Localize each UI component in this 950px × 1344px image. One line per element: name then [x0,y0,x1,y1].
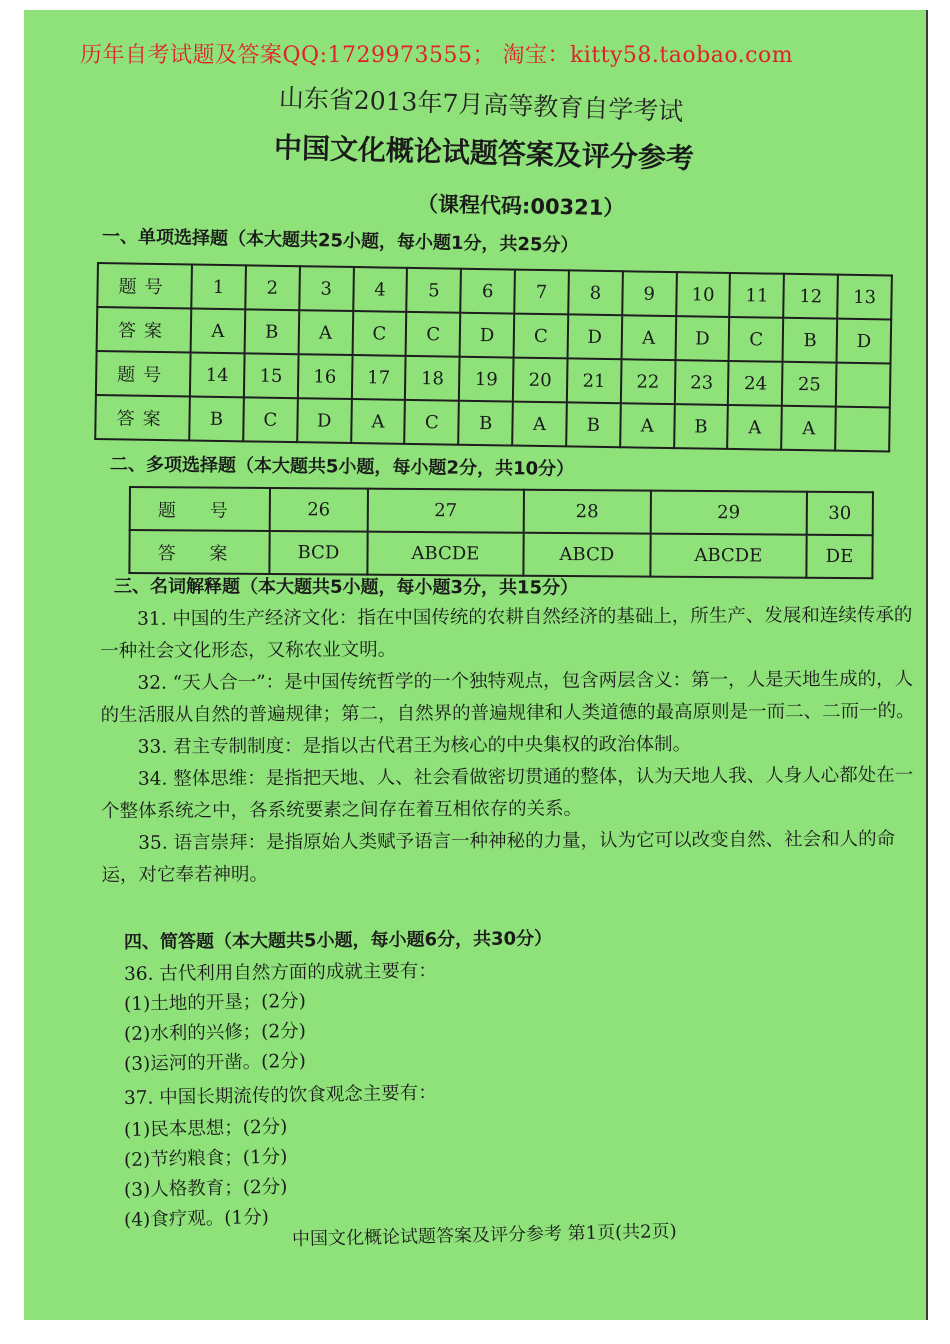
table-cell: 28 [524,490,651,534]
table-cell: ABCDE [650,534,806,578]
page-title: 中国文化概论试题答案及评分参考 [273,131,695,175]
definition-34: 34. 整体思维：是指把天地、人、社会看做密切贯通的整体，认为天地人我、人身人心都处在一个整体系统之中，各系统要素之间存在着互相依存的关系。 [101,764,914,822]
table-cell: DE [806,535,872,578]
table-cell: C [405,400,460,445]
definition-31: 31. 中国的生产经济文化：指在中国传统的农耕自然经济的基础上，所生产、发展和连续传承的一种社会文化形态，又称农业文明。 [100,604,913,662]
table-cell: ABCDE [367,532,523,576]
table-cell: D [675,316,730,361]
q36-item-3: (3)运河的开凿。(2分) [123,1050,307,1075]
table-row [129,530,872,578]
table-cell: 1 [191,264,246,309]
q37-item-1: (1)民本思想；(2分) [123,1116,288,1141]
section3-heading: 三、名词解释题（本大题共5小题，每小题3分，共15分） [113,576,579,599]
course-code: （课程代码:00321） [416,192,625,221]
table-cell: 6 [460,269,515,314]
table-cell: A [298,310,353,355]
q37-item-3: (3)人格教育；(2分) [123,1176,288,1201]
watermark-text: 历年自考试题及答案QQ:1729973555； 淘宝：kitty58.taobao.com [80,43,794,68]
table-cell [835,407,890,452]
table-cell: C [514,314,569,359]
table-cell: 25 [782,362,837,407]
table-cell: 9 [622,271,677,316]
table-cell: B [674,404,729,449]
table-cell: 24 [728,361,783,406]
exam-sheet [24,10,928,1320]
table-cell: B [458,401,513,446]
table-cell: 11 [730,273,785,318]
table-cell: 12 [783,274,838,319]
table-cell: 23 [674,360,729,405]
q37-item-4: (4)食疗观。(1分) [123,1206,270,1231]
question-36: 36. 古代利用自然方面的成就主要有： [123,960,437,985]
table-cell: BCD [269,531,367,575]
table-cell: A [351,399,406,444]
label-answer: 答案 [95,395,190,440]
table-cell: 2 [245,265,300,310]
multi-choice-table [128,486,874,579]
table-cell: A [191,308,246,353]
table-cell: C [729,317,784,362]
table-row [130,487,873,535]
definition-33: 33. 君主专制制度：是指以古代君王为核心的中央集权的政治体制。 [137,733,692,758]
table-cell: 20 [513,358,568,403]
q36-item-1: (1)土地的开垦；(2分) [123,990,307,1015]
section1-heading: 一、单项选择题（本大题共25小题，每小题1分，共25分） [101,226,579,257]
table-cell: B [244,309,299,354]
table-cell: C [352,311,407,356]
question-37: 37. 中国长期流传的饮食观念主要有： [123,1082,437,1109]
table-cell: 18 [405,356,460,401]
table-cell: 3 [299,266,354,311]
section4-heading: 四、简答题（本大题共5小题，每小题6分，共30分） [123,928,553,953]
table-cell: 10 [676,272,731,317]
q36-item-2: (2)水利的兴修；(2分) [123,1020,307,1045]
table-cell: A [512,402,567,447]
table-cell: 26 [270,488,368,532]
table-cell: B [783,318,838,363]
table-cell: D [297,398,352,443]
definition-32: 32. “天人合一”：是中国传统哲学的一个独特观点，包含两层含义：第一，人是天地生成的，人的生活服从自然的普遍规律；第二，自然界的普遍规律和人类道德的最高原则是一而二、二而一的。 [100,668,915,726]
table-cell: 22 [621,359,676,404]
label-answer: 答 案 [129,530,269,574]
table-cell: 14 [190,352,245,397]
table-cell: 7 [514,270,569,315]
definition-35: 35. 语言崇拜：是指原始人类赋予语言一种神秘的力量，认为它可以改变自然、社会和人的命运，对它奉若神明。 [101,828,896,886]
table-cell: C [243,397,298,442]
exam-subtitle: 山东省2013年7月高等教育自学考试 [278,83,684,127]
table-cell: 19 [459,357,514,402]
table-cell: 30 [807,492,873,535]
table-cell: D [837,319,892,364]
table-cell: B [189,396,244,441]
table-cell: ABCD [523,533,650,577]
table-cell: A [620,403,675,448]
table-cell [836,363,891,408]
page-footer: 中国文化概论试题答案及评分参考 第1页(共2页) [291,1220,677,1250]
table-cell: A [728,405,783,450]
q37-item-2: (2)节约粮食；(1分) [123,1146,288,1171]
table-cell: 5 [407,268,462,313]
table-cell: 27 [367,489,523,533]
table-cell: D [567,314,622,359]
table-cell: D [460,313,515,358]
table-cell: B [566,402,621,447]
definitions-block [100,600,915,892]
table-cell: 17 [351,355,406,400]
label-question-no: 题号 [96,351,191,396]
label-question-no: 题 号 [130,487,270,531]
single-choice-table [94,262,893,452]
table-cell: 13 [837,275,892,320]
label-question-no: 题号 [97,263,192,308]
table-cell: A [781,406,836,451]
label-answer: 答案 [97,307,192,352]
table-cell: A [621,315,676,360]
table-cell: C [406,312,461,357]
table-cell: 4 [353,267,408,312]
table-cell: 15 [244,353,299,398]
table-cell: 8 [568,270,623,315]
table-cell: 16 [298,354,353,399]
table-cell: 29 [650,491,806,535]
section2-heading: 二、多项选择题（本大题共5小题，每小题2分，共10分） [109,454,575,480]
table-cell: 21 [567,358,622,403]
